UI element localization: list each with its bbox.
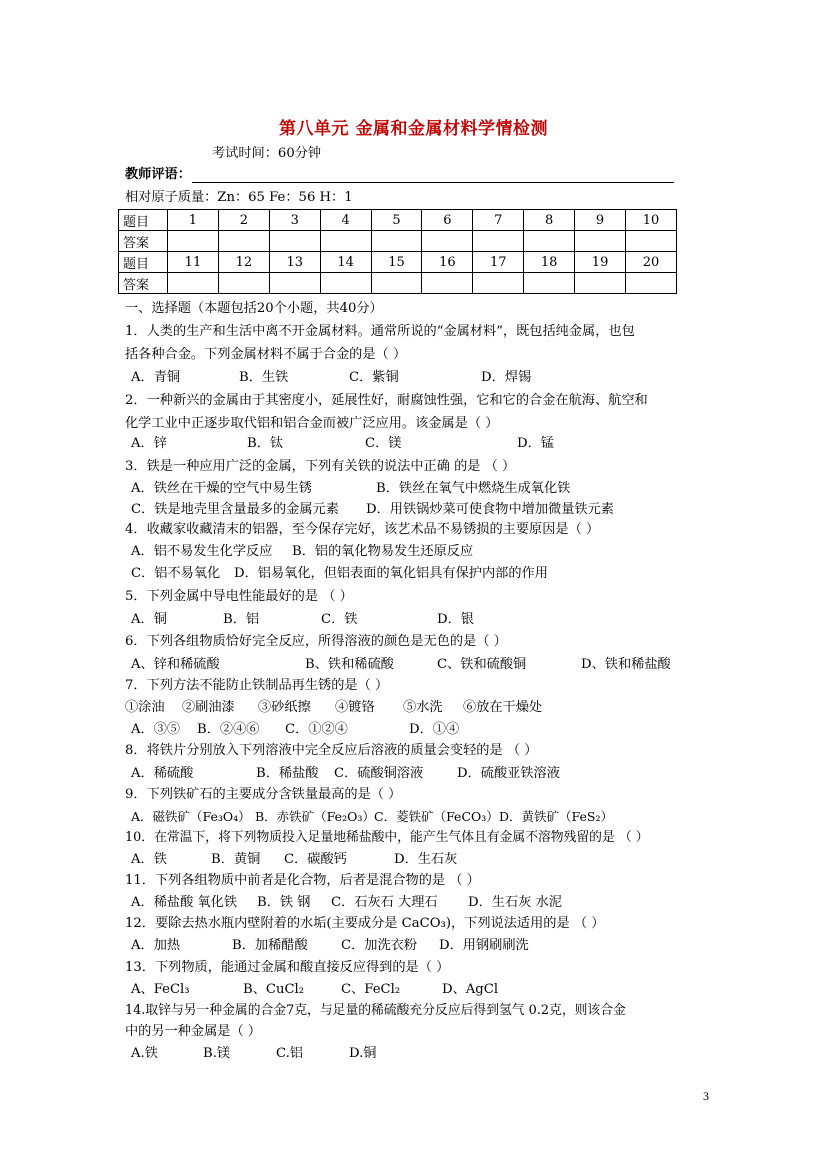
question-number-cell: 7 (473, 210, 524, 231)
item-5: ⑤水洗 (403, 700, 443, 715)
option-d: D．生石灰 水泥 (468, 895, 562, 910)
atomic-mass-line: 相对原子质量：Zn：65 Fe：56 H：1 (125, 190, 353, 205)
option-b: B、CuCl₂ (243, 982, 305, 997)
question-9: 9．下列铁矿石的主要成分含铁量最高的是（ ） (125, 787, 402, 802)
answer-cell[interactable] (371, 273, 422, 294)
question-10: 10．在常温下，将下列物质投入足量地稀盐酸中，能产生气体且有金属不溶物残留的是 （ ） (125, 830, 649, 845)
option-c: C.铝 (276, 1046, 303, 1061)
option-a: A．磁铁矿（Fe₃O₄） (131, 809, 251, 824)
option-b: B．②④⑥ (197, 722, 260, 737)
question-number-cell: 15 (371, 252, 422, 273)
question-12: 12．要除去热水瓶内壁附着的水垢(主要成分是 CaCO₃)，下列说法适用的是 （ ） (125, 916, 605, 931)
option-d: D．生石灰 (394, 852, 458, 867)
question-number-cell: 6 (422, 210, 473, 231)
question-number-cell: 5 (371, 210, 422, 231)
answer-cell[interactable] (320, 231, 371, 252)
question-number-cell: 20 (626, 252, 677, 273)
question-14-line-1: 14.取锌与另一种金属的合金7克，与足量的稀硫酸充分反应后得到氢气 0.2克，则该合金 (125, 1003, 626, 1018)
question-1-line-2: 括各种合金。下列金属材料不属于合金的是（ ） (125, 347, 407, 362)
option-a: A．铝不易发生化学反应 (131, 544, 273, 559)
answer-cell[interactable] (626, 273, 677, 294)
option-c: C．①②④ (285, 722, 348, 737)
question-14-line-2: 中的另一种金属是（ ） (125, 1024, 262, 1039)
answer-cell[interactable] (168, 273, 219, 294)
question-number-cell: 1 (168, 210, 219, 231)
section-heading: 一、选择题（本题包括20个小题，共40分） (125, 301, 383, 316)
page-number: 3 (703, 1089, 709, 1103)
option-b: B．铝 (223, 612, 260, 627)
table-row-label: 题目 (119, 252, 168, 273)
option-d: D．锰 (517, 436, 554, 451)
option-d: D．焊锡 (481, 370, 532, 385)
option-a: A．铜 (131, 612, 167, 627)
question-1-line-1: 1．人类的生产和生活中离不开金属材料。通常所说的“金属材料”，既包括纯金属，也包 (125, 324, 635, 339)
question-4: 4．收藏家收藏清末的铝器，至今保存完好，该艺术品不易锈损的主要原因是（ ） (125, 522, 600, 537)
question-number-cell: 16 (422, 252, 473, 273)
question-7: 7．下列方法不能防止铁制品再生锈的是（ ） (125, 678, 389, 693)
option-c: C．碳酸钙 (284, 852, 347, 867)
option-b: B．钛 (247, 436, 284, 451)
option-d: D、AgCl (442, 982, 499, 997)
option-b: B．铝的氧化物易发生还原反应 (292, 544, 474, 559)
question-number-cell: 10 (626, 210, 677, 231)
option-d: D．银 (437, 612, 474, 627)
answer-cell[interactable] (269, 231, 320, 252)
question-2-line-1: 2．一种新兴的金属由于其密度小，延展性好，耐腐蚀性强，它和它的合金在航海、航空和 (125, 393, 648, 408)
answer-table (118, 209, 677, 294)
item-3: ③砂纸擦 (258, 700, 311, 715)
answer-cell[interactable] (168, 231, 219, 252)
option-a: A.铁 (131, 1046, 158, 1061)
question-number-cell: 3 (269, 210, 320, 231)
teacher-comment-label: 教师评语： (125, 167, 191, 182)
option-a: A．加热 (131, 938, 181, 953)
teacher-comment-line (192, 182, 674, 183)
option-b: B．生铁 (239, 370, 289, 385)
option-d: D．黄铁矿（FeS₂） (499, 809, 613, 824)
option-b: B．稀盐酸 (256, 766, 319, 781)
question-5: 5．下列金属中导电性能最好的是 （ ） (125, 589, 353, 604)
question-6: 6．下列各组物质恰好完全反应，所得溶液的颜色是无色的是（ ） (125, 634, 507, 649)
answer-cell[interactable] (269, 273, 320, 294)
option-d: D．硫酸亚铁溶液 (457, 766, 560, 781)
question-number-cell: 2 (218, 210, 269, 231)
answer-cell[interactable] (320, 273, 371, 294)
option-d: D.铜 (349, 1046, 377, 1061)
answer-cell[interactable] (524, 231, 575, 252)
question-number-cell: 13 (269, 252, 320, 273)
question-number-cell: 18 (524, 252, 575, 273)
option-b: B．铁丝在氧气中燃烧生成氧化铁 (376, 481, 571, 496)
option-b: B、铁和稀硫酸 (305, 657, 394, 672)
item-4: ④镀铬 (335, 700, 375, 715)
option-a: A、锌和稀硫酸 (131, 657, 220, 672)
table-row (119, 273, 677, 294)
option-c: C．铝不易氧化 (131, 566, 221, 581)
option-c: C．镁 (365, 436, 402, 451)
option-c: C．加洗衣粉 (341, 938, 418, 953)
option-a: A．青铜 (131, 370, 181, 385)
option-d: D．铝易氧化，但铝表面的氧化铝具有保护内部的作用 (234, 566, 548, 581)
question-number-cell: 9 (575, 210, 626, 231)
option-d: D．用钢刷刷洗 (439, 938, 529, 953)
option-c: C．铁 (321, 612, 358, 627)
answer-cell[interactable] (524, 273, 575, 294)
question-3: 3．铁是一种应用广泛的金属，下列有关铁的说法中正确 的是 （ ） (125, 459, 516, 474)
option-a: A．铁丝在干燥的空气中易生锈 (131, 481, 312, 496)
option-c: C．紫铜 (349, 370, 399, 385)
option-a: A．铁 (131, 852, 167, 867)
question-11: 11．下列各组物质中前者是化合物，后者是混合物的是 （ ） (125, 873, 480, 888)
table-row-label: 题目 (119, 210, 168, 231)
item-6: ⑥放在干燥处 (463, 700, 543, 715)
option-c: C．铁是地壳里含量最多的金属元素 (131, 502, 339, 517)
option-c: C、铁和硫酸铜 (437, 657, 527, 672)
option-d: D．用铁锅炒菜可使食物中增加微量铁元素 (366, 502, 614, 517)
question-2-line-2: 化学工业中正逐步取代铝和铝合金而被广泛应用。该金属是（ ） (125, 416, 499, 431)
option-a: A、FeCl₃ (131, 982, 190, 997)
table-row-label: 答案 (119, 273, 168, 294)
option-b: B．赤铁矿（Fe₂O₃） (255, 809, 375, 824)
option-a: A．稀盐酸 氧化铁 (131, 895, 238, 910)
question-number-cell: 8 (524, 210, 575, 231)
answer-cell[interactable] (575, 231, 626, 252)
answer-cell[interactable] (473, 231, 524, 252)
answer-cell[interactable] (473, 273, 524, 294)
question-number-cell: 14 (320, 252, 371, 273)
option-c: C、FeCl₂ (341, 982, 401, 997)
option-c: C．硫酸铜溶液 (334, 766, 424, 781)
answer-cell[interactable] (422, 231, 473, 252)
table-row (119, 210, 677, 231)
table-row (119, 231, 677, 252)
option-b: B.镁 (203, 1046, 231, 1061)
item-2: ②刷油漆 (182, 700, 235, 715)
question-13: 13．下列物质，能通过金属和酸直接反应得到的是（ ） (125, 960, 450, 975)
option-c: C．菱铁矿（FeCO₃） (374, 809, 499, 824)
question-number-cell: 12 (218, 252, 269, 273)
option-a: A．稀硫酸 (131, 766, 194, 781)
answer-cell[interactable] (371, 231, 422, 252)
option-d: D．①④ (409, 722, 460, 737)
question-number-cell: 11 (168, 252, 219, 273)
answer-cell[interactable] (575, 273, 626, 294)
exam-time: 考试时间：60分钟 (212, 146, 322, 161)
answer-cell[interactable] (218, 273, 269, 294)
option-c: C．石灰石 大理石 (331, 895, 438, 910)
item-1: ①涂油 (125, 700, 165, 715)
option-a: A．锌 (131, 436, 167, 451)
question-number-cell: 17 (473, 252, 524, 273)
table-row-label: 答案 (119, 231, 168, 252)
option-a: A．③⑤ (131, 722, 181, 737)
option-d: D、铁和稀盐酸 (581, 657, 671, 672)
question-number-cell: 4 (320, 210, 371, 231)
document-title: 第八单元 金属和金属材料学情检测 (279, 119, 548, 139)
answer-cell[interactable] (218, 231, 269, 252)
table-row (119, 252, 677, 273)
answer-cell[interactable] (422, 273, 473, 294)
option-b: B．黄铜 (211, 852, 261, 867)
question-number-cell: 19 (575, 252, 626, 273)
option-b: B．加稀醋酸 (232, 938, 308, 953)
question-8: 8．将铁片分别放入下列溶液中完全反应后溶液的质量会变轻的是 （ ） (125, 743, 538, 758)
option-b: B．铁 钢 (257, 895, 311, 910)
answer-cell[interactable] (626, 231, 677, 252)
